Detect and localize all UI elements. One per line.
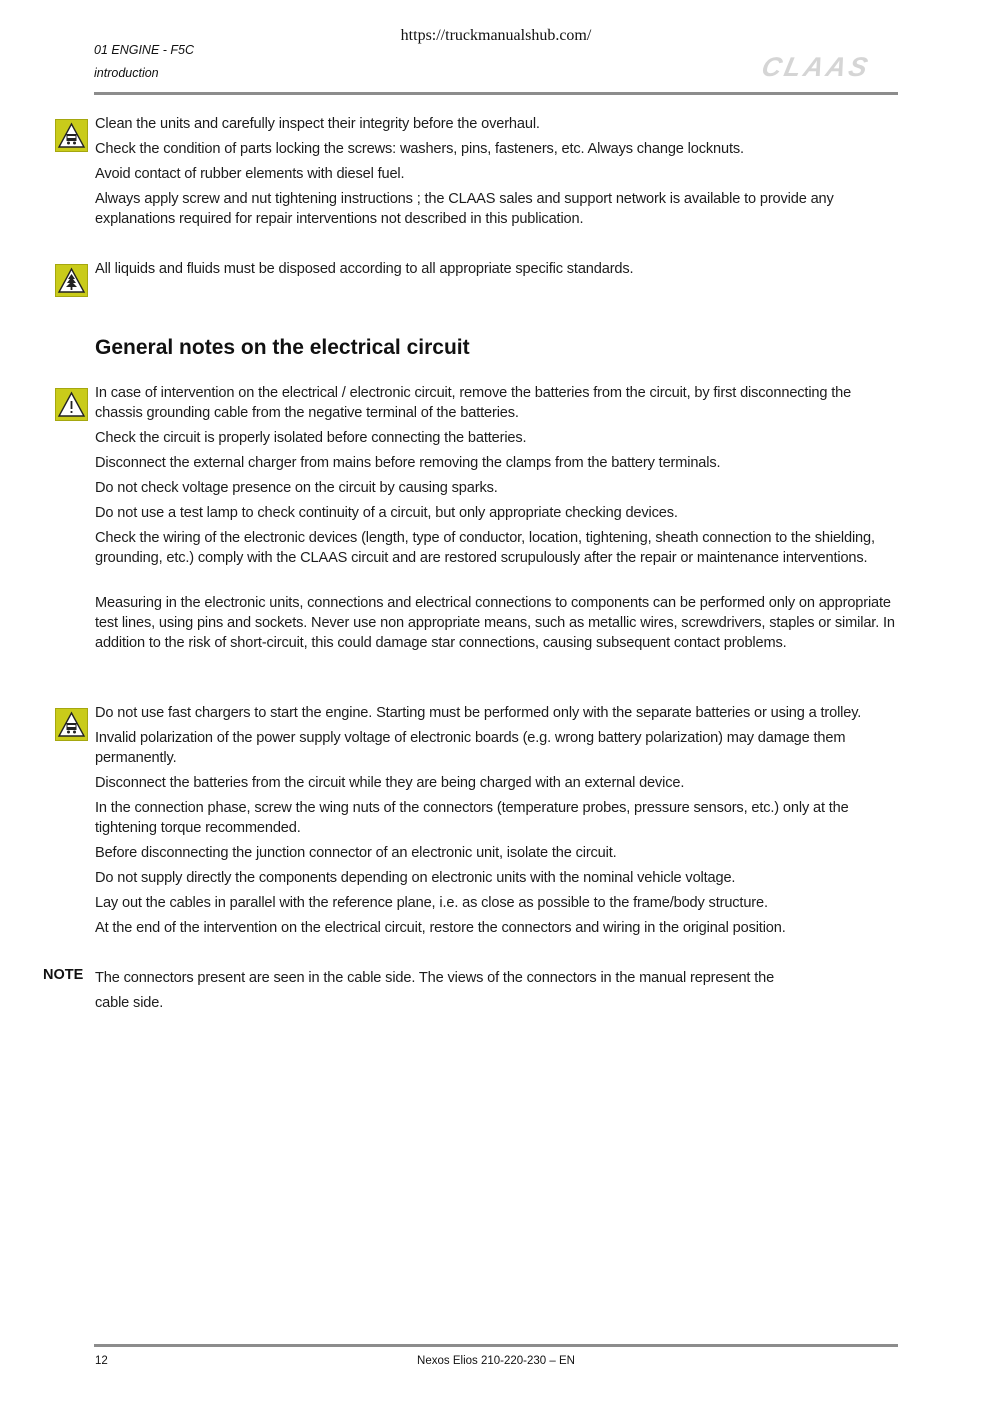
claas-logo: CLAAS (758, 52, 874, 82)
note-text: cable side. (95, 995, 164, 1011)
paragraph: Disconnect the batteries from the circuit while they are being charged with an external device. (95, 775, 685, 791)
paragraph: Check the condition of parts locking the screws: washers, pins, fasteners, etc. Always change locknuts. (95, 141, 744, 157)
paragraph: Lay out the cables in parallel with the reference plane, i.e. as close as possible to the frame/body structure. (95, 895, 768, 911)
subsection-title: introduction (94, 66, 159, 80)
section-title: 01 ENGINE - F5C (94, 43, 195, 57)
source-url: https://truckmanualshub.com/ (400, 27, 592, 44)
paragraph: Clean the units and carefully inspect their integrity before the overhaul. (95, 116, 540, 132)
note-label: NOTE (43, 967, 84, 983)
paragraph: Do not check voltage presence on the circuit by causing sparks. (95, 480, 498, 496)
paragraph: Do not use fast chargers to start the engine. Starting must be performed only with the separate batteries or using a trolley. (95, 705, 862, 721)
page-number: 12 (95, 1355, 108, 1367)
header-rule (94, 92, 898, 95)
vehicle-caution-icon (55, 708, 88, 741)
paragraph: Always apply screw and nut tightening instructions ; the CLAAS sales and support network is available to provide any explanations required for repair interventions not described in this publication. (95, 191, 834, 227)
paragraph: Do not supply directly the components depending on electronic units with the nominal vehicle voltage. (95, 870, 736, 886)
document-title: Nexos Elios 210-220-230 – EN (417, 1355, 575, 1367)
vehicle-caution-icon (55, 119, 88, 152)
paragraph: Avoid contact of rubber elements with diesel fuel. (95, 166, 405, 182)
tree-environment-icon (55, 264, 88, 297)
paragraph: At the end of the intervention on the electrical circuit, restore the connectors and wiring in the original position. (95, 920, 786, 936)
paragraph: Measuring in the electronic units, connections and electrical connections to components can be performed only on appropriate test lines, using pins and sockets. Never use non appropriate means, such as metallic wires, screwdrivers, staples or similar. In addition to the risk of short-circuit, this could damage star connections, causing subsequent contact problems. (95, 595, 895, 651)
paragraph: In case of intervention on the electrical / electronic circuit, remove the batteries from the circuit, by first disconnecting the chassis grounding cable from the negative terminal of the batteries. (95, 385, 852, 421)
paragraph: Do not use a test lamp to check continuity of a circuit, but only appropriate checking devices. (95, 505, 678, 521)
paragraph: Before disconnecting the junction connector of an electronic unit, isolate the circuit. (95, 845, 617, 861)
note-text: The connectors present are seen in the cable side. The views of the connectors in the manual represent the (95, 970, 775, 986)
paragraph: Disconnect the external charger from mains before removing the clamps from the battery terminals. (95, 455, 721, 471)
section-heading: General notes on the electrical circuit (95, 336, 470, 359)
paragraph: All liquids and fluids must be disposed according to all appropriate specific standards. (95, 261, 634, 277)
paragraph: Check the circuit is properly isolated before connecting the batteries. (95, 430, 527, 446)
warning-exclamation-icon (55, 388, 88, 421)
paragraph: Check the wiring of the electronic devices (length, type of conductor, location, tightening, sheath connection to the shielding, grounding, etc.) comply with the CLAAS circuit and are restored scrupulously after the repair or maintenance interventions. (95, 530, 875, 566)
paragraph: Invalid polarization of the power supply voltage of electronic boards (e.g. wrong battery polarization) may damage them permanently. (95, 730, 846, 766)
paragraph: In the connection phase, screw the wing nuts of the connectors (temperature probes, pressure sensors, etc.) only at the tightening torque recommended. (95, 800, 849, 836)
footer-rule (94, 1344, 898, 1347)
